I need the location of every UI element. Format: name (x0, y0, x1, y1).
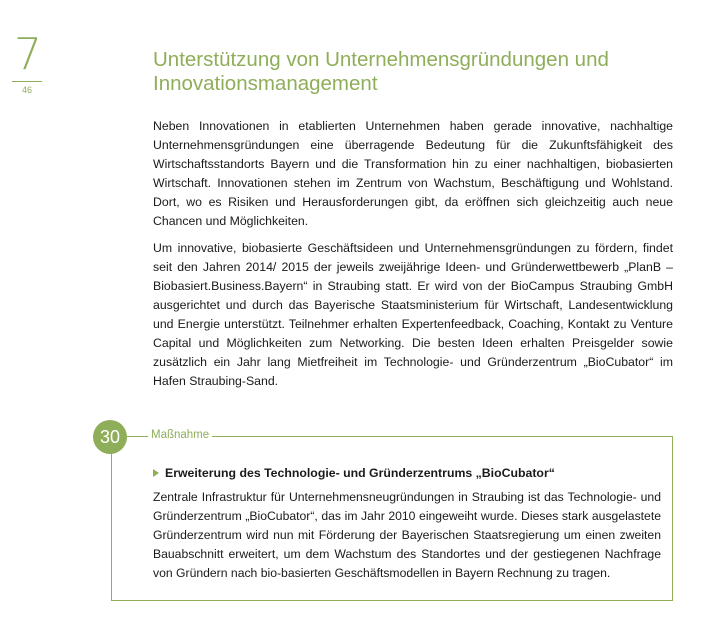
measure-label: Maßnahme (151, 429, 210, 441)
chapter-divider (12, 81, 42, 82)
section-title: Unterstützung von Unternehmensgründungen und Innovationsmanagement (153, 48, 609, 95)
measure-description: Zentrale Infrastruktur für Unternehmensneugründungen in Straubing ist das Technologie- und Gründerzentrum „BioCubator“, das im Jahr 2010 eingeweiht wurde. Dieses stark ausgelastete Gründerzentrum wird nun mit Förderung der Bayerischen Staatsregierung um einen zweiten Bauabschnitt erweitert, um dem Wachstum des Standortes und der gestiegenen Nachfrage von Gründern nach bio-basierten Geschäftsmodellen in Bayern Rechnung zu tragen. (153, 490, 661, 580)
measure-heading (153, 466, 555, 480)
body-paragraph-1: Neben Innovationen in etablierten Unternehmen haben gerade innovative, nachhaltige Unternehmensgründungen eine überragende Bedeutung für die Zukunftsfähigkeit des Wirtschaftsstandorts Bayern und die Transformation hin zu einer nachhaltigen, biobasierten Wirtschaft. Innovationen stehen im Zentrum von Wachstum, Beschäftigung und Wohlstand. Dort, wo es Risiken und Herausforderungen gibt, da eröffnen sich gleichzeitig auch neue Chancen und Möglichkeiten. (153, 119, 673, 228)
body-paragraph-2: Um innovative, biobasierte Geschäftsideen und Unternehmensgründungen zu fördern, findet seit den Jahren 2014/ 2015 der jeweils zweijährige Ideen- und Gründerwettbewerb „PlanB – Biobasiert.Business.Bayern“ in Straubing statt. Er wird von der BioCampus Straubing GmbH ausgerichtet und durch das Bayerische Staatsministerium für Wirtschaft, Landesentwicklung und Energie unterstützt. Teilnehmer erhalten Expertenfeedback, Coaching, Kontakt zu Venture Capital und Möglichkeiten zum Networking. Die besten Ideen erhalten Preisgelder sowie zusätzlich ein Jahr lang Mietfreiheit im Technologie- und Gründerzentrum „BioCubator“ im Hafen Straubing-Sand. (153, 241, 673, 388)
measure-box-top-rule (212, 436, 673, 437)
measure-number-badge: 30 (93, 420, 127, 454)
measure-title-text: Erweiterung des Technologie- und Gründerzentrums „BioCubator“ (165, 466, 555, 480)
chapter-number: 7 (14, 29, 42, 80)
triangle-bullet-icon (153, 469, 159, 477)
page-number: 46 (21, 85, 32, 95)
measure-box-connector (126, 436, 148, 437)
